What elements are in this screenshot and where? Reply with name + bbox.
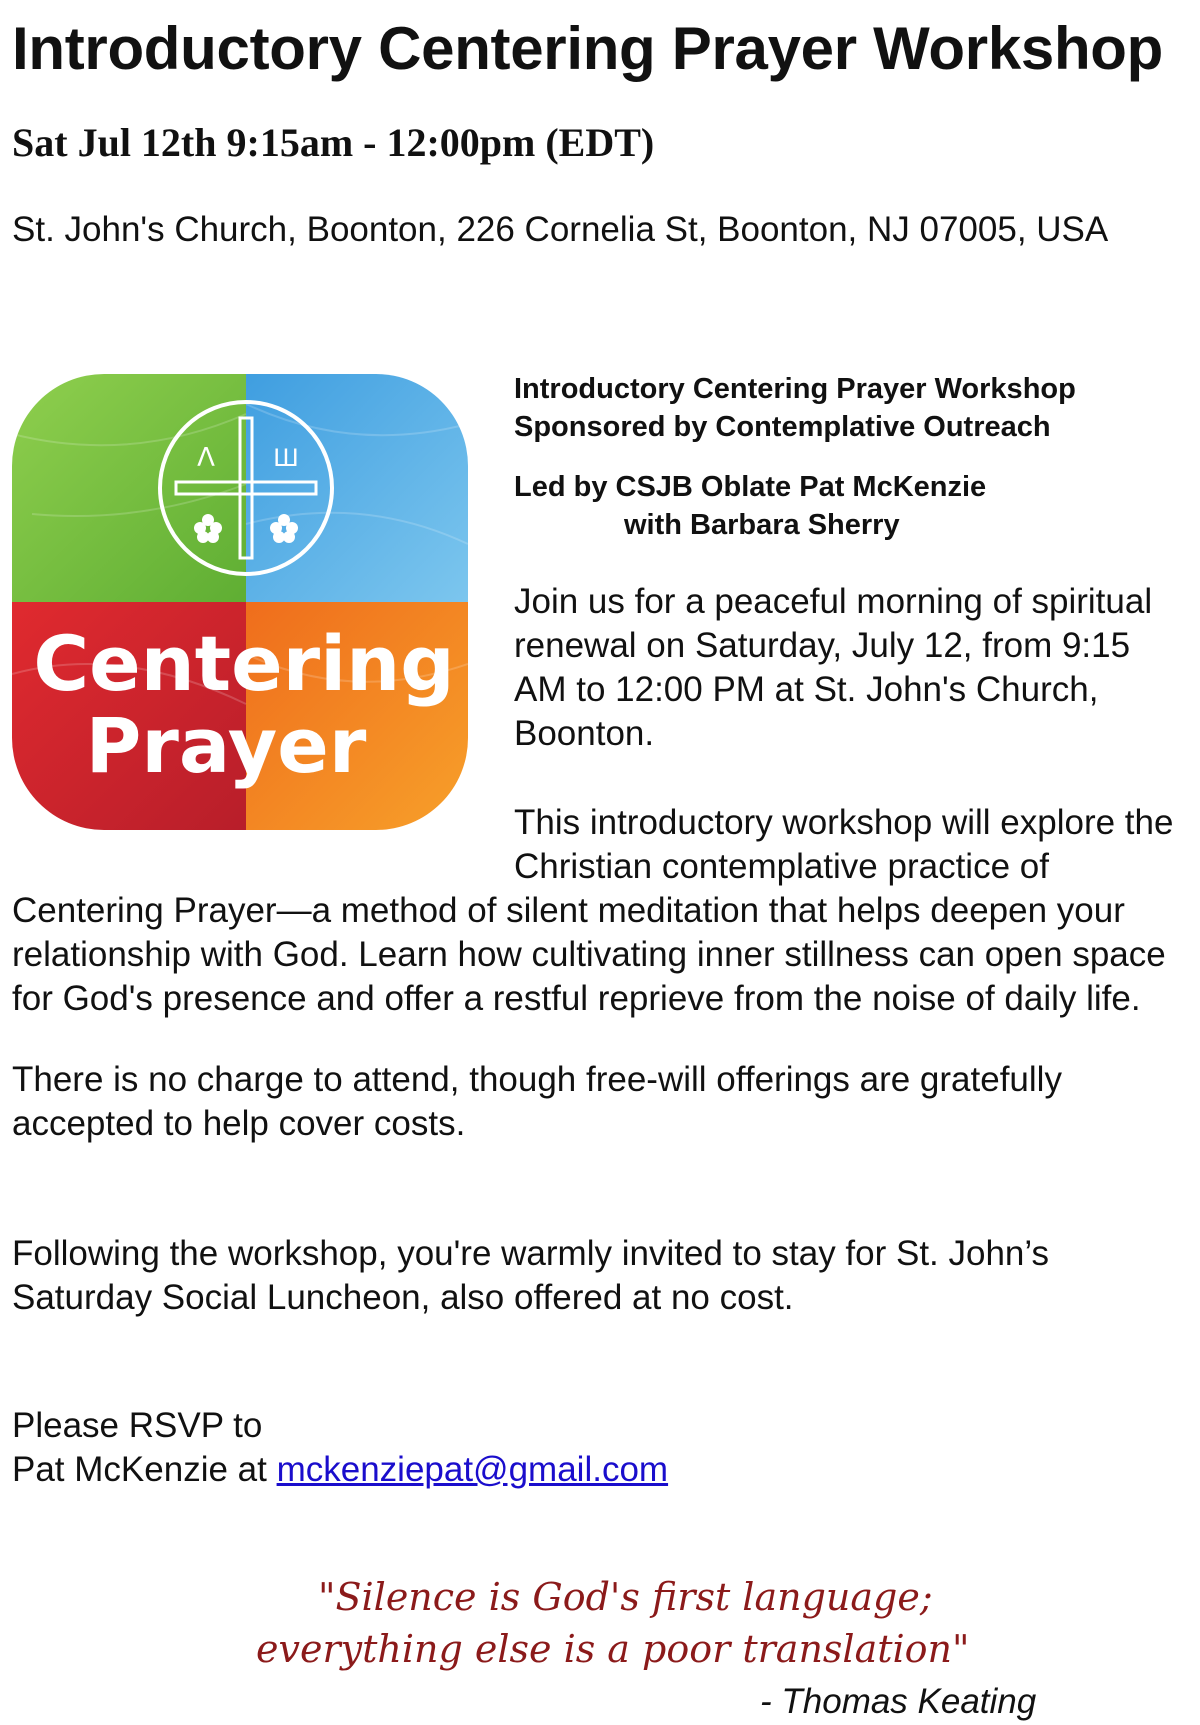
intro-line: This introductory workshop will explore the	[514, 803, 1174, 842]
rsvp-email-link[interactable]: mckenziepat@gmail.com	[276, 1450, 669, 1489]
sidebar-sponsor: Sponsored by Contemplative Outreach	[514, 411, 1051, 443]
logo-symbol-omega: Ш	[273, 444, 299, 472]
sidebar-coleader: with Barbara Sherry	[624, 509, 900, 541]
rsvp-contact-name: Pat McKenzie at	[12, 1450, 277, 1489]
logo-symbol-alpha: Λ	[197, 443, 215, 473]
centering-prayer-logo	[12, 374, 468, 830]
quote-line: "Silence is God's first language;	[318, 1575, 933, 1619]
luncheon-line: Saturday Social Luncheon, also offered at no cost.	[12, 1278, 794, 1317]
intro-line: Christian contemplative practice of	[514, 847, 1049, 886]
quote-author: - Thomas Keating	[760, 1682, 1037, 1721]
intro-line: for God's presence and offer a restful reprieve from the noise of daily life.	[12, 979, 1141, 1018]
logo-text-prayer: Prayer	[85, 701, 367, 790]
page-title: Introductory Centering Prayer Workshop	[12, 15, 1164, 82]
quote-line: everything else is a poor translation"	[256, 1627, 970, 1671]
event-datetime: Sat Jul 12th 9:15am - 12:00pm (EDT)	[12, 120, 655, 165]
cost-line: accepted to help cover costs.	[12, 1104, 466, 1143]
logo-text-centering: Centering	[33, 619, 455, 708]
intro-line: Centering Prayer—a method of silent meditation that helps deepen your	[12, 891, 1125, 930]
luncheon-line: Following the workshop, you're warmly invited to stay for St. John’s	[12, 1234, 1050, 1273]
sidebar-title: Introductory Centering Prayer Workshop	[514, 373, 1076, 405]
rsvp-contact	[12, 1448, 668, 1492]
event-address: St. John's Church, Boonton, 226 Cornelia St, Boonton, NJ 07005, USA	[12, 210, 1109, 249]
join-paragraph: Join us for a peaceful morning of spiritual renewal on Saturday, July 12, from 9:15 AM to 12:00 PM at St. John's Church, Boonton.	[514, 582, 1153, 753]
intro-line: relationship with God. Learn how cultivating inner stillness can open space	[12, 935, 1166, 974]
rsvp-label: Please RSVP to	[12, 1406, 263, 1445]
sidebar-leader: Led by CSJB Oblate Pat McKenzie	[514, 471, 987, 503]
cost-line: There is no charge to attend, though free-will offerings are gratefully	[12, 1060, 1062, 1099]
